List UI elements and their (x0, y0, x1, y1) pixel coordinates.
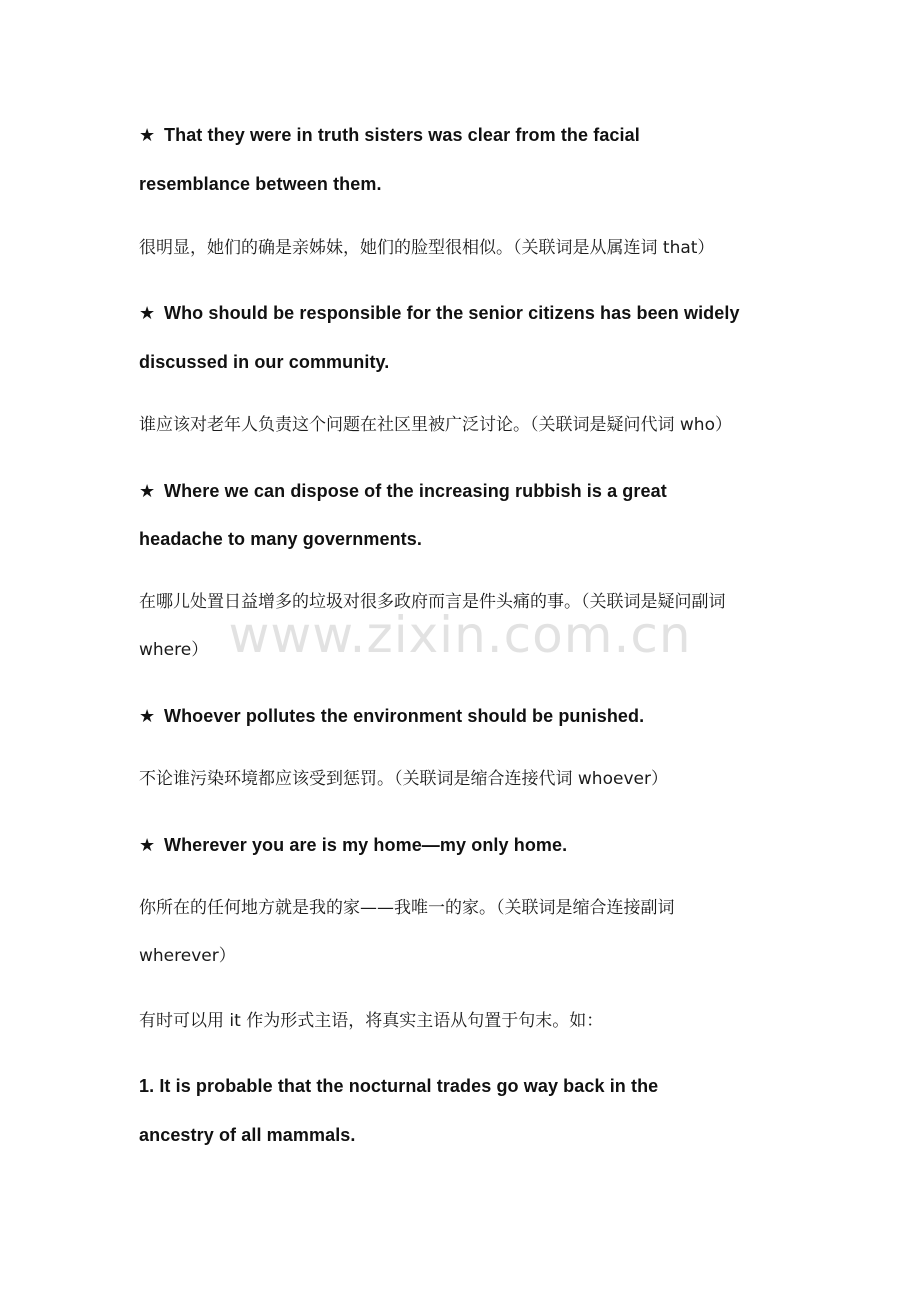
example-sentence-5-line-1 (139, 836, 567, 854)
example-sentence-1-line-2: resemblance between them. (139, 174, 382, 194)
example-sentence-2-line-1 (139, 304, 740, 322)
translation-5-line-1: 你所在的任何地方就是我的家——我唯一的家。（关联词是缩合连接副词 (139, 898, 675, 918)
example-sentence-2-line-2: discussed in our community. (139, 352, 390, 372)
star-icon: ★ (139, 835, 156, 855)
sentence-text: Who should be responsible for the senior citizens has been widely (164, 303, 740, 323)
numbered-example-line-1: 1. It is probable that the nocturnal trades go way back in the (139, 1076, 659, 1096)
sentence-text: Whoever pollutes the environment should be punished. (164, 706, 645, 726)
watermark: www.zixin.com.cn (228, 606, 692, 664)
example-sentence-3-line-1 (139, 482, 667, 500)
star-icon: ★ (139, 125, 156, 145)
star-icon: ★ (139, 481, 156, 501)
numbered-example-line-2: ancestry of all mammals. (139, 1125, 356, 1145)
translation-5-line-2: wherever） (139, 946, 236, 966)
example-sentence-1-line-1 (139, 126, 640, 144)
sentence-text: Where we can dispose of the increasing rubbish is a great (164, 481, 667, 501)
translation-4: 不论谁污染环境都应该受到惩罚。（关联词是缩合连接代词 whoever） (139, 769, 668, 789)
sentence-text: That they were in truth sisters was clear from the facial (164, 125, 640, 145)
sentence-text: Wherever you are is my home—my only home. (164, 835, 568, 855)
translation-3-line-1: 在哪儿处置日益增多的垃圾对很多政府而言是件头痛的事。（关联词是疑问副词 (139, 592, 726, 612)
translation-2: 谁应该对老年人负责这个问题在社区里被广泛讨论。（关联词是疑问代词 who） (139, 415, 732, 435)
translation-1: 很明显，她们的确是亲姊妹，她们的脸型很相似。（关联词是从属连词 that） (139, 238, 715, 258)
star-icon: ★ (139, 303, 156, 323)
example-sentence-3-line-2: headache to many governments. (139, 529, 422, 549)
formal-subject-note: 有时可以用 it 作为形式主语，将真实主语从句置于句末。如： (139, 1011, 604, 1031)
example-sentence-4-line-1 (139, 707, 644, 725)
star-icon: ★ (139, 706, 156, 726)
translation-3-line-2: where） (139, 640, 209, 660)
